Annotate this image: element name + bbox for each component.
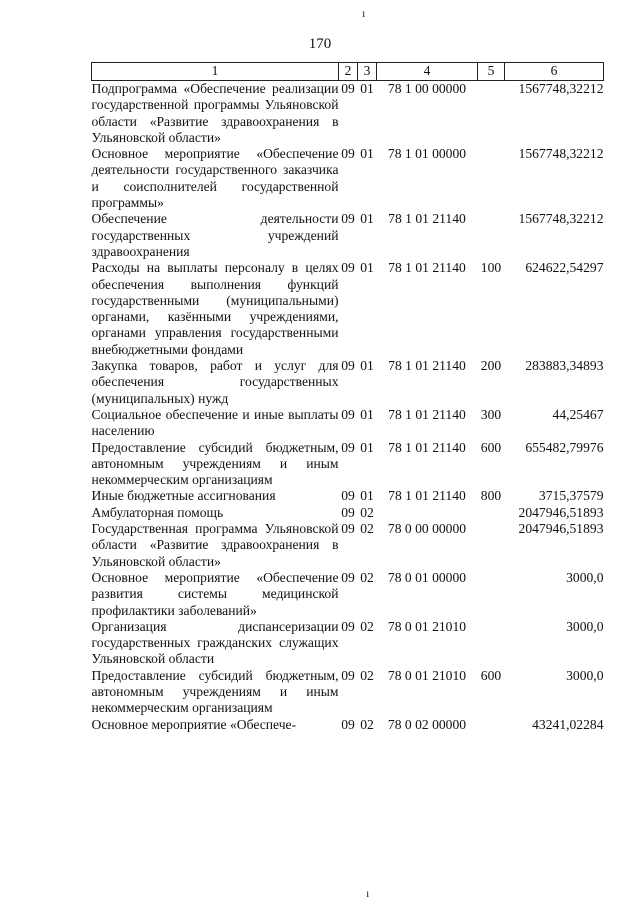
- row-expense-type: [478, 521, 505, 570]
- row-section: 09: [341, 260, 355, 276]
- row-name: Подпрограмма «Обеспечение реализации государственной программы Ульяновской области «Развитие здравоохранения в Ульяновской области»: [91, 81, 339, 145]
- row-name: Основное мероприятие «Обеспечение развития системы медицинской профилактики заболеваний»: [91, 569, 339, 618]
- row-amount: 3715,37579: [538, 488, 604, 504]
- row-target-code: 78 0 02 00000: [387, 716, 467, 732]
- row-name: Предоставление субсидий бюджетным, автономным учреждениям и иным некоммерческим организациям: [91, 439, 339, 488]
- table-row: [92, 211, 604, 260]
- row-amount: 44,25467: [552, 406, 604, 422]
- row-target-code: 78 1 01 21140: [388, 358, 466, 374]
- row-subsection: 02: [360, 504, 374, 520]
- row-amount: 3000,0: [566, 569, 604, 585]
- row-expense-type: [478, 717, 505, 733]
- header-col-6: 6: [505, 63, 604, 81]
- row-subsection: 01: [360, 406, 374, 422]
- row-subsection: 02: [360, 569, 374, 585]
- row-expense-type: 300: [480, 406, 502, 422]
- row-expense-type: 200: [480, 358, 502, 374]
- row-section: 09: [341, 488, 355, 504]
- row-name: Основное мероприятие «Обеспечение деятельности государственного заказчика и соисполнителей государственной программы»: [91, 146, 339, 211]
- row-section: 09: [341, 569, 355, 585]
- table-body: [92, 81, 604, 733]
- row-target-code: 78 1 01 00000: [387, 146, 467, 162]
- row-target-code: 78 1 01 21140: [388, 211, 466, 227]
- row-name: Амбулаторная помощь: [91, 504, 224, 520]
- row-subsection: 01: [360, 211, 374, 227]
- row-target-code: 78 0 01 00000: [387, 569, 467, 585]
- header-col-1: 1: [92, 63, 339, 81]
- row-name: Иные бюджетные ассигнования: [91, 488, 276, 504]
- row-amount: 2047946,51893: [518, 521, 604, 537]
- row-amount: 1567748,32212: [518, 146, 604, 162]
- row-target-code: 78 1 01 21140: [388, 260, 466, 276]
- row-target-code: 78 1 01 21140: [388, 488, 466, 504]
- row-subsection: 01: [360, 358, 374, 374]
- table-row: [92, 521, 604, 570]
- row-name: Расходы на выплаты персоналу в целях обеспечения выполнения функций государственными (муниципальными) органами, казёнными учреждениями, органами управления государственными внебюджетными фондами: [91, 260, 339, 357]
- row-target-code: 78 1 01 21140: [388, 406, 466, 422]
- row-amount: 1567748,32212: [518, 81, 604, 96]
- row-expense-type: [478, 81, 505, 147]
- row-subsection: 02: [360, 667, 374, 683]
- row-section: 09: [341, 667, 355, 683]
- row-expense-type: [478, 146, 505, 211]
- row-section: 09: [341, 146, 355, 162]
- row-amount: 43241,02284: [532, 716, 604, 732]
- header-col-2: 2: [339, 63, 358, 81]
- row-target-code: 78 1 00 00000: [387, 81, 467, 96]
- row-name: Закупка товаров, работ и услуг для обеспечения государственных (муниципальных) нужд: [91, 358, 339, 406]
- table-row: [92, 146, 604, 211]
- row-target-code: [377, 505, 478, 521]
- row-amount: 655482,79976: [525, 439, 604, 455]
- row-expense-type: [478, 619, 505, 668]
- table-row: [92, 570, 604, 619]
- row-section: 09: [341, 406, 355, 422]
- row-section: 09: [341, 81, 355, 96]
- header-row: [92, 63, 604, 81]
- row-section: 09: [341, 521, 355, 537]
- header-col-5: 5: [478, 63, 505, 81]
- row-amount: 624622,54297: [525, 260, 604, 276]
- row-subsection: 01: [360, 260, 374, 276]
- table-row: [92, 668, 604, 717]
- table-row: [92, 81, 604, 147]
- row-amount: 1567748,32212: [518, 211, 604, 227]
- row-amount: 3000,0: [566, 667, 604, 683]
- row-section: 09: [341, 618, 355, 634]
- row-subsection: 01: [360, 146, 374, 162]
- row-subsection: 01: [360, 81, 374, 96]
- row-subsection: 02: [360, 716, 374, 732]
- table-row: [92, 358, 604, 407]
- row-name: Предоставление субсидий бюджетным, автономным учреждениям и иным некоммерческим организациям: [91, 667, 339, 716]
- row-expense-type: [478, 570, 505, 619]
- row-expense-type: 600: [480, 667, 502, 683]
- row-subsection: 02: [360, 618, 374, 634]
- table-row: [92, 488, 604, 504]
- row-subsection: 01: [360, 439, 374, 455]
- table-row: [92, 407, 604, 440]
- row-amount: 3000,0: [566, 618, 604, 634]
- row-section: 09: [341, 504, 355, 520]
- bottom-mark: ı: [366, 886, 370, 900]
- table-row: [92, 717, 604, 733]
- row-section: 09: [341, 358, 355, 374]
- row-expense-type: 600: [480, 439, 502, 455]
- row-expense-type: [478, 505, 505, 521]
- row-section: 09: [341, 211, 355, 227]
- row-name: Организация диспансеризации государственных гражданских служащих Ульяновской области: [91, 618, 339, 667]
- row-target-code: 78 0 01 21010: [387, 667, 467, 683]
- table-row: [92, 619, 604, 668]
- table-row: [92, 505, 604, 521]
- top-mark: ı: [362, 6, 366, 20]
- table-row: [92, 260, 604, 358]
- row-expense-type: 100: [480, 260, 502, 276]
- row-target-code: 78 1 01 21140: [388, 439, 466, 455]
- row-subsection: 01: [360, 488, 374, 504]
- row-section: 09: [341, 439, 355, 455]
- page-number: 170: [308, 36, 332, 52]
- row-section: 09: [341, 716, 355, 732]
- header-col-4: 4: [377, 63, 478, 81]
- row-amount: 2047946,51893: [518, 504, 604, 520]
- table-row: [92, 440, 604, 489]
- header-col-3: 3: [358, 63, 377, 81]
- row-expense-type: 800: [480, 488, 502, 504]
- row-name: Государственная программа Ульяновской области «Развитие здравоохранения в Ульяновской области»: [91, 521, 339, 569]
- row-expense-type: [478, 211, 505, 260]
- row-target-code: 78 0 00 00000: [387, 521, 467, 537]
- row-name: Социальное обеспечение и иные выплаты населению: [91, 406, 339, 439]
- row-name: Основное мероприятие «Обеспече-: [91, 716, 297, 732]
- row-amount: 283883,34893: [525, 358, 604, 374]
- budget-table: [91, 62, 604, 733]
- row-name: Обеспечение деятельности государственных учреждений здравоохранения: [91, 211, 339, 259]
- row-subsection: 02: [360, 521, 374, 537]
- row-target-code: 78 0 01 21010: [387, 618, 467, 634]
